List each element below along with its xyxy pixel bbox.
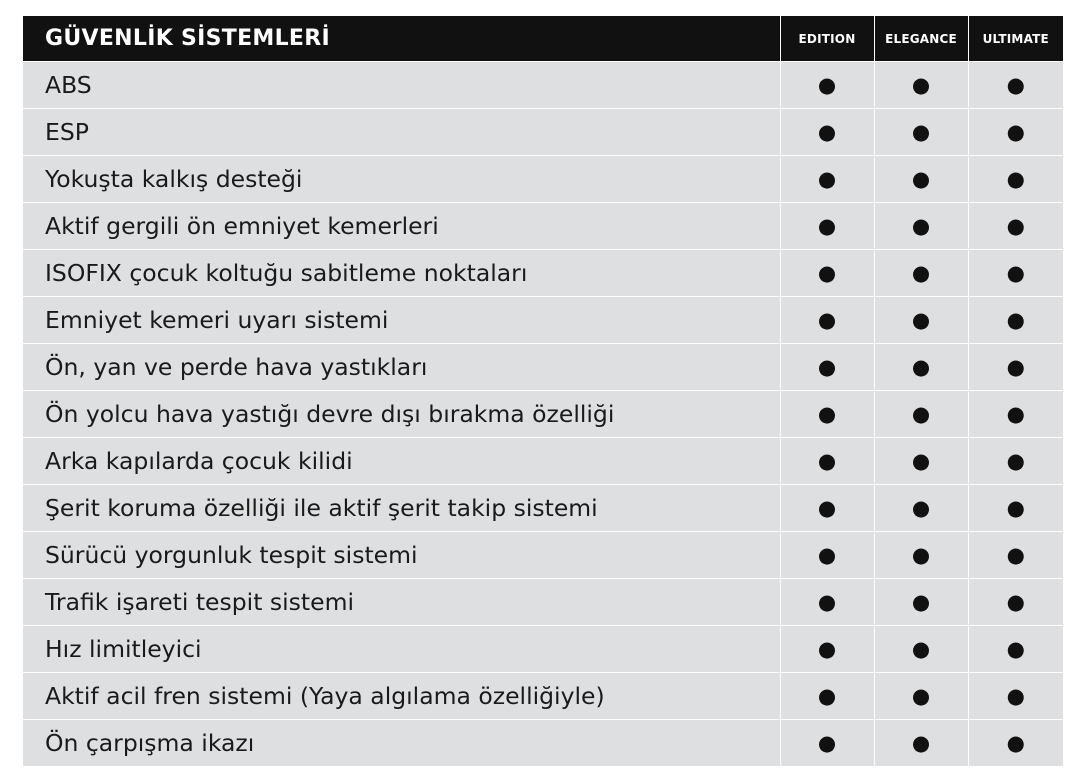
feature-name: Emniyet kemeri uyarı sistemi (23, 297, 780, 344)
availability-mark-edition: ● (780, 720, 874, 767)
table-row (23, 579, 1063, 626)
table-row (23, 626, 1063, 673)
trim-header-edition: EDITION (780, 16, 874, 62)
availability-mark-ultimate: ● (968, 250, 1063, 297)
table-row (23, 203, 1063, 250)
feature-name: Ön, yan ve perde hava yastıkları (23, 344, 780, 391)
feature-name: Ön çarpışma ikazı (23, 720, 780, 767)
table-body (23, 62, 1063, 767)
trim-header-ultimate: ULTIMATE (968, 16, 1063, 62)
availability-mark-elegance: ● (874, 203, 968, 250)
availability-mark-ultimate: ● (968, 109, 1063, 156)
availability-mark-ultimate: ● (968, 297, 1063, 344)
availability-mark-edition: ● (780, 391, 874, 438)
table-row (23, 485, 1063, 532)
table-row (23, 344, 1063, 391)
availability-mark-elegance: ● (874, 62, 968, 109)
feature-name: Aktif acil fren sistemi (Yaya algılama özelliğiyle) (23, 673, 780, 720)
availability-mark-edition: ● (780, 344, 874, 391)
feature-name: Trafik işareti tespit sistemi (23, 579, 780, 626)
table-row (23, 156, 1063, 203)
availability-mark-elegance: ● (874, 297, 968, 344)
section-title: GÜVENLİK SİSTEMLERİ (23, 16, 780, 62)
availability-mark-edition: ● (780, 203, 874, 250)
availability-mark-elegance: ● (874, 109, 968, 156)
availability-mark-edition: ● (780, 297, 874, 344)
availability-mark-elegance: ● (874, 344, 968, 391)
table-row (23, 109, 1063, 156)
table-row (23, 673, 1063, 720)
table-row (23, 532, 1063, 579)
availability-mark-elegance: ● (874, 673, 968, 720)
availability-mark-edition: ● (780, 532, 874, 579)
feature-name: Ön yolcu hava yastığı devre dışı bırakma özelliği (23, 391, 780, 438)
availability-mark-elegance: ● (874, 438, 968, 485)
availability-mark-edition: ● (780, 109, 874, 156)
availability-mark-edition: ● (780, 485, 874, 532)
availability-mark-ultimate: ● (968, 62, 1063, 109)
availability-mark-elegance: ● (874, 156, 968, 203)
feature-name: Hız limitleyici (23, 626, 780, 673)
table-row (23, 250, 1063, 297)
availability-mark-ultimate: ● (968, 485, 1063, 532)
availability-mark-elegance: ● (874, 391, 968, 438)
availability-mark-ultimate: ● (968, 344, 1063, 391)
availability-mark-elegance: ● (874, 626, 968, 673)
availability-mark-ultimate: ● (968, 673, 1063, 720)
availability-mark-ultimate: ● (968, 720, 1063, 767)
availability-mark-edition: ● (780, 626, 874, 673)
availability-mark-edition: ● (780, 62, 874, 109)
availability-mark-elegance: ● (874, 250, 968, 297)
availability-mark-elegance: ● (874, 720, 968, 767)
feature-name: Yokuşta kalkış desteği (23, 156, 780, 203)
availability-mark-edition: ● (780, 156, 874, 203)
safety-systems-table (23, 16, 1063, 766)
table-row (23, 438, 1063, 485)
feature-name: ISOFIX çocuk koltuğu sabitleme noktaları (23, 250, 780, 297)
table-row (23, 391, 1063, 438)
trim-header-elegance: ELEGANCE (874, 16, 968, 62)
table-row (23, 62, 1063, 109)
availability-mark-ultimate: ● (968, 626, 1063, 673)
availability-mark-edition: ● (780, 438, 874, 485)
availability-mark-edition: ● (780, 673, 874, 720)
feature-name: ESP (23, 109, 780, 156)
availability-mark-ultimate: ● (968, 438, 1063, 485)
feature-name: ABS (23, 62, 780, 109)
availability-mark-edition: ● (780, 579, 874, 626)
feature-name: Şerit koruma özelliği ile aktif şerit takip sistemi (23, 485, 780, 532)
table-row (23, 720, 1063, 767)
availability-mark-ultimate: ● (968, 579, 1063, 626)
table-row (23, 297, 1063, 344)
availability-mark-elegance: ● (874, 579, 968, 626)
availability-mark-ultimate: ● (968, 203, 1063, 250)
availability-mark-elegance: ● (874, 485, 968, 532)
feature-name: Sürücü yorgunluk tespit sistemi (23, 532, 780, 579)
availability-mark-edition: ● (780, 250, 874, 297)
availability-mark-elegance: ● (874, 532, 968, 579)
availability-mark-ultimate: ● (968, 532, 1063, 579)
availability-mark-ultimate: ● (968, 391, 1063, 438)
table-header (23, 16, 1063, 62)
feature-name: Arka kapılarda çocuk kilidi (23, 438, 780, 485)
availability-mark-ultimate: ● (968, 156, 1063, 203)
feature-name: Aktif gergili ön emniyet kemerleri (23, 203, 780, 250)
